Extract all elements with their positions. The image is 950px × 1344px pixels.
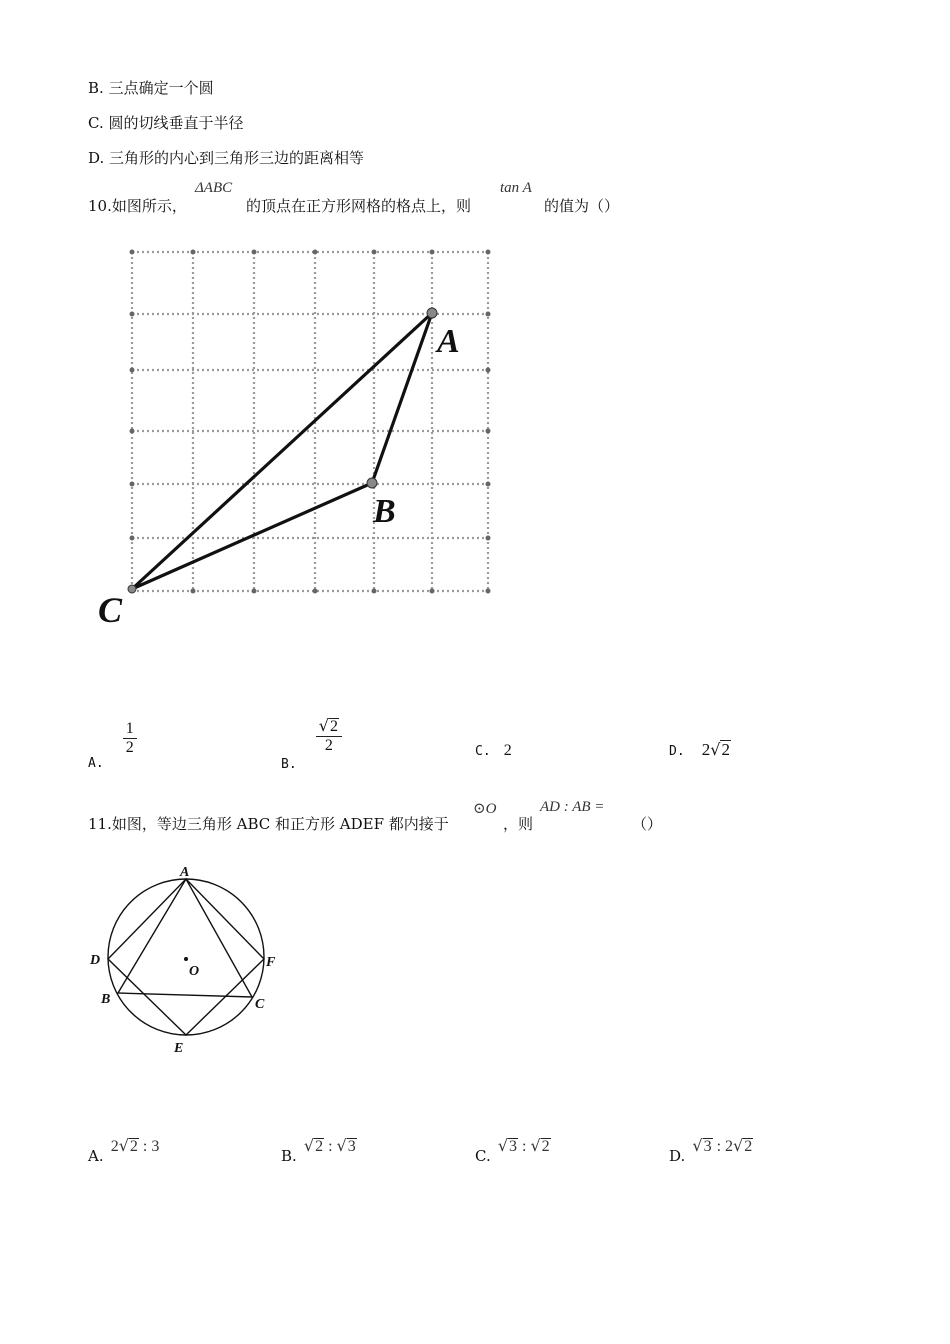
question-number: 10. [88,197,112,215]
q10-answer-c[interactable]: C. 2 [475,742,512,759]
q11-stem-2: ，则 [503,815,534,833]
q10-math-tan: tan A [500,180,532,196]
label-c: C [98,590,123,630]
q11-stem [88,813,449,834]
vertex-c [128,585,136,593]
triangle-abc [118,879,252,997]
q11-math-circle: ⊙O [473,801,497,817]
q10-math-triangle: ΔABC [195,180,233,196]
option-text: 三点确定一个圆 [108,79,214,97]
option-text: 三角形的内心到三角形三边的距离相等 [109,149,365,167]
option-label: C. [88,114,104,132]
q10-stem-3: 的值为（） [544,197,620,215]
option-label: B. [88,79,104,97]
center-o [184,957,188,961]
question-text: 如图，等边三角形 ABC 和正方形 ADEF 都内接于 [111,815,449,833]
label-d: D [90,953,101,968]
option-c-prev [88,112,244,133]
q10-grid-figure [95,240,515,635]
q10-stem-2: 的顶点在正方形网格的格点上，则 [246,197,472,215]
option-label: D. [88,149,105,167]
label-e: E [174,1041,184,1056]
label-f: F [266,955,276,970]
q10-answer-d[interactable]: D. 2√2 [669,740,730,759]
question-number: 11. [88,815,112,833]
q11-math-ratio: AD : AB = [540,799,605,815]
label-b: B [101,992,111,1007]
label-b: B [373,493,396,530]
option-text: 圆的切线垂直于半径 [108,114,244,132]
label-a: A [437,323,460,360]
q10-stem [88,195,187,216]
label-c: C [255,997,265,1012]
label-o: O [189,964,200,979]
q11-answer-d[interactable]: D. √3 : 2√2 [669,1136,753,1165]
question-text: 如图所示， [111,197,187,215]
q11-answer-c[interactable]: C. √3 : √2 [475,1136,550,1165]
vertex-a [427,308,437,318]
q10-answer-a[interactable]: $_{A.}$ $\frac{1}{2}$ [88,720,137,757]
q11-stem-3: （） [632,815,663,833]
q11-answer-b[interactable]: B. √2 : √3 [281,1136,356,1165]
vertex-b [367,478,377,488]
q11-answer-a[interactable]: A. 2√2 : 3 [88,1136,160,1165]
option-d-prev [88,147,364,168]
label-a: A [180,865,190,880]
option-b-prev [88,77,214,98]
q11-circle-figure [85,860,285,1060]
q10-answer-b[interactable]: $_{B.}$ $\frac{√2}{2}$ [281,716,342,755]
triangle-abc [132,313,432,589]
